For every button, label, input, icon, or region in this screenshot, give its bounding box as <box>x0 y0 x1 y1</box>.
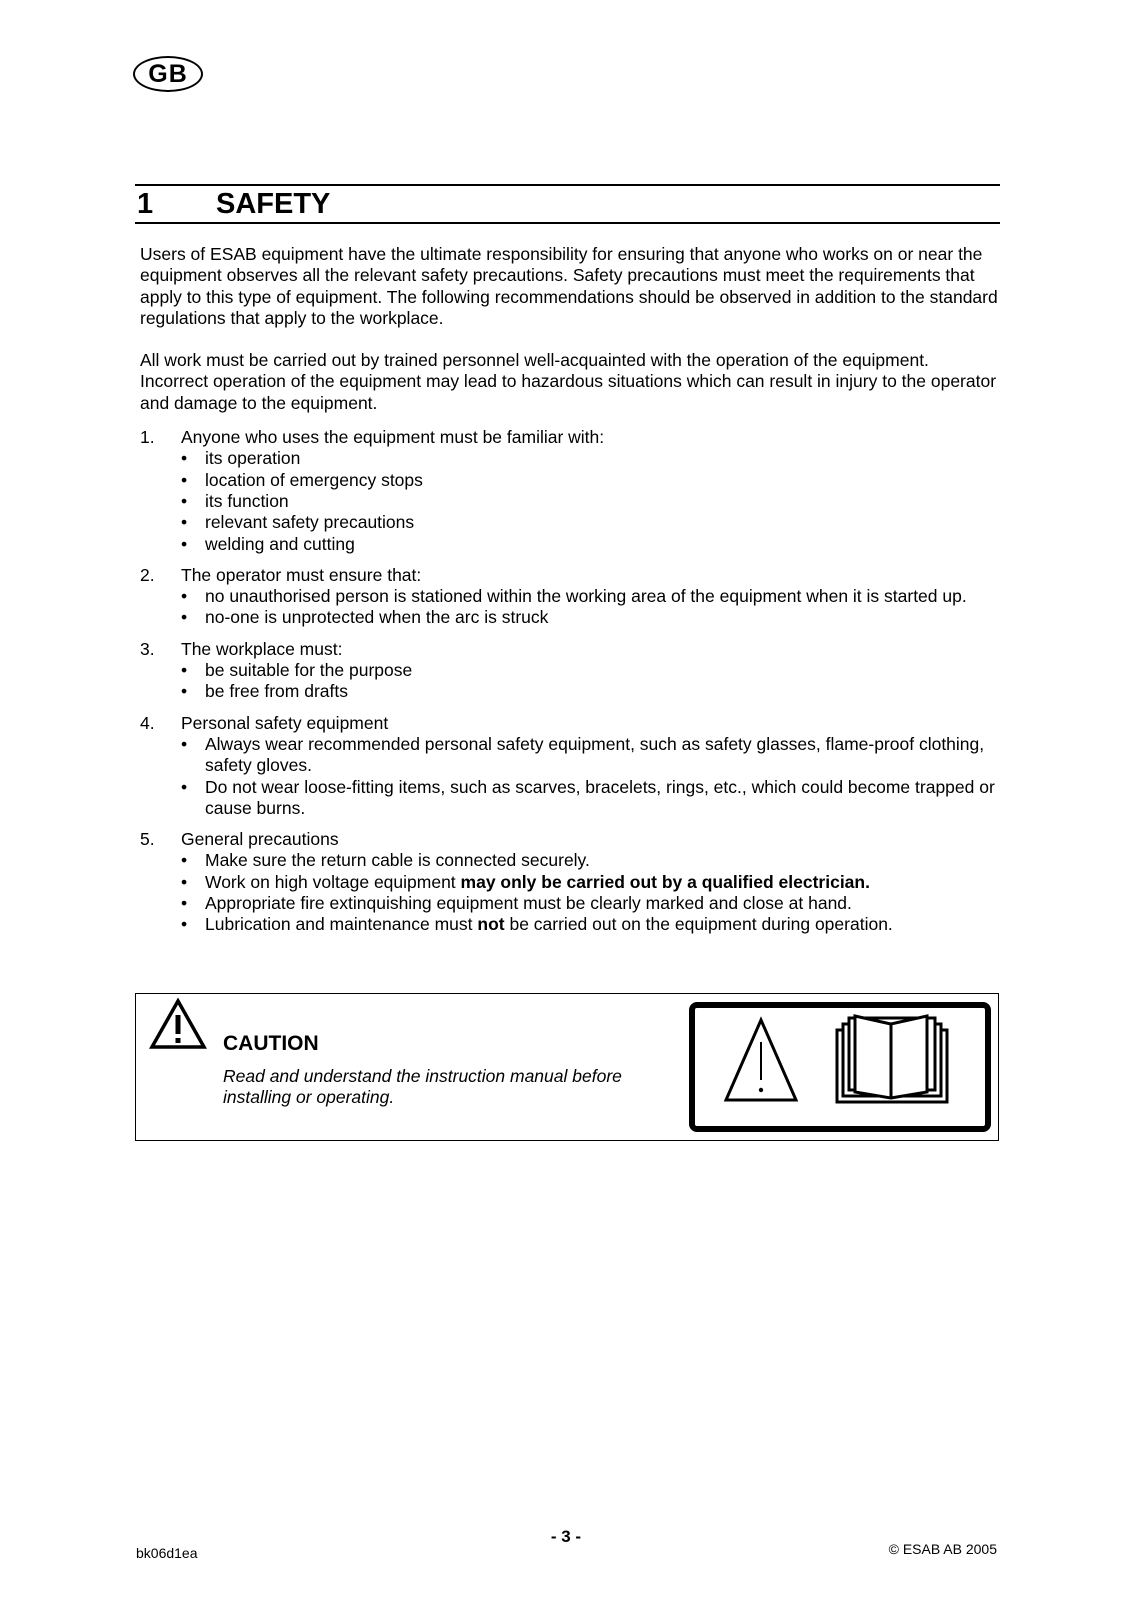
bullet-text: Work on high voltage equipment <box>205 871 461 892</box>
bullet-list <box>181 660 1000 703</box>
bullet-icon: • <box>181 776 188 797</box>
bullet-icon: • <box>181 469 188 490</box>
bullet-text: Always wear recommended personal safety equipment, such as safety glasses, flame-proof clothing, safety gloves. <box>205 733 985 776</box>
document-code: bk06d1ea <box>136 1545 198 1561</box>
bullet-icon: • <box>181 893 188 914</box>
safety-item <box>140 427 1000 555</box>
bullet-item <box>181 850 1000 871</box>
bullet-item <box>181 914 1000 935</box>
item-text: The workplace must: <box>181 638 343 659</box>
item-number: 3. <box>140 638 155 659</box>
copyright-notice: © ESAB AB 2005 <box>888 1541 997 1557</box>
bullet-text: be suitable for the purpose <box>205 660 413 681</box>
bullet-item <box>181 448 1000 469</box>
language-code: GB <box>148 59 188 88</box>
bullet-icon: • <box>181 733 188 754</box>
item-text: The operator must ensure that: <box>181 564 422 585</box>
bullet-list <box>181 586 1000 629</box>
item-text: Personal safety equipment <box>181 712 389 733</box>
language-badge <box>133 56 203 92</box>
bullet-text: be free from drafts <box>205 681 348 702</box>
safety-list <box>140 427 1000 936</box>
safety-item <box>140 565 1000 629</box>
bullet-text: Lubrication and maintenance must <box>205 914 478 935</box>
bullet-text: its operation <box>205 448 301 469</box>
bullet-icon: • <box>181 871 188 892</box>
bullet-item <box>181 512 1000 533</box>
bullet-item <box>181 893 1000 914</box>
item-number: 1. <box>140 427 155 448</box>
bullet-text: Do not wear loose-fitting items, such as scarves, bracelets, rings, etc., which could become trapped or cause burns. <box>205 776 995 818</box>
bullet-item <box>181 681 1000 702</box>
bullet-item <box>181 777 1000 820</box>
item-text: General precautions <box>181 829 339 850</box>
intro-paragraph-1: Users of ESAB equipment have the ultimate responsibility for ensuring that anyone who works on or near the equipment observes all the relevant safety precautions. Safety precautions must meet the requirements that apply to this type of equipment. The following recommendations should be observed in addition to the standard regulations that apply to the workplace. <box>140 244 998 328</box>
item-number: 5. <box>140 829 155 850</box>
bullet-text: Make sure the return cable is connected securely. <box>205 850 590 871</box>
bullet-text: no unauthorised person is stationed within the working area of the equipment when it is started up. <box>205 586 967 607</box>
bullet-text: Appropriate fire extinquishing equipment must be clearly marked and close at hand. <box>205 893 852 914</box>
bullet-emphasis: not <box>477 914 505 935</box>
safety-item <box>140 639 1000 703</box>
bullet-item <box>181 660 1000 681</box>
safety-content <box>140 244 1000 946</box>
caution-box <box>135 993 999 1141</box>
section-number: 1 <box>137 188 154 220</box>
bullet-text: location of emergency stops <box>205 469 423 490</box>
bullet-icon: • <box>181 586 188 607</box>
safety-item <box>140 829 1000 935</box>
bullet-item <box>181 586 1000 607</box>
bullet-icon: • <box>181 512 188 533</box>
item-text: Anyone who uses the equipment must be familiar with: <box>181 427 605 448</box>
bullet-icon: • <box>181 681 188 702</box>
bullet-item <box>181 872 1000 893</box>
bullet-item <box>181 607 1000 628</box>
bullet-emphasis: may only be carried out by a qualified electrician. <box>460 871 870 892</box>
bullet-icon: • <box>181 660 188 681</box>
bullet-icon: • <box>181 914 188 935</box>
section-heading <box>135 184 1000 224</box>
item-number: 2. <box>140 564 155 585</box>
bullet-icon: • <box>181 490 188 511</box>
read-manual-symbol-icon <box>689 1002 991 1132</box>
warning-triangle-icon <box>149 998 207 1050</box>
bullet-text: its function <box>205 490 289 511</box>
page-number: - 3 - <box>550 1527 582 1546</box>
bullet-icon: • <box>181 607 188 628</box>
bullet-item <box>181 734 1000 777</box>
bullet-list <box>181 850 1000 935</box>
bullet-icon: • <box>181 850 188 871</box>
caution-title: CAUTION <box>223 1032 319 1055</box>
safety-item <box>140 713 1000 819</box>
bullet-icon: • <box>181 533 188 554</box>
bullet-item <box>181 534 1000 555</box>
bullet-list <box>181 448 1000 554</box>
bullet-text: welding and cutting <box>205 533 355 554</box>
bullet-text: no-one is unprotected when the arc is struck <box>205 607 549 628</box>
bullet-text: be carried out on the equipment during operation. <box>504 914 893 935</box>
section-title: SAFETY <box>216 188 331 220</box>
bullet-item <box>181 470 1000 491</box>
bullet-text: relevant safety precautions <box>205 512 415 533</box>
caution-text: Read and understand the instruction manual before installing or operating. <box>223 1066 622 1108</box>
bullet-icon: • <box>181 448 188 469</box>
intro-paragraph-2: All work must be carried out by trained personnel well-acquainted with the operation of the equipment. Incorrect operation of the equipment may lead to hazardous situations which can result in injury to the operator and damage to the equipment. <box>140 350 997 413</box>
bullet-item <box>181 491 1000 512</box>
bullet-list <box>181 734 1000 819</box>
item-number: 4. <box>140 712 155 733</box>
